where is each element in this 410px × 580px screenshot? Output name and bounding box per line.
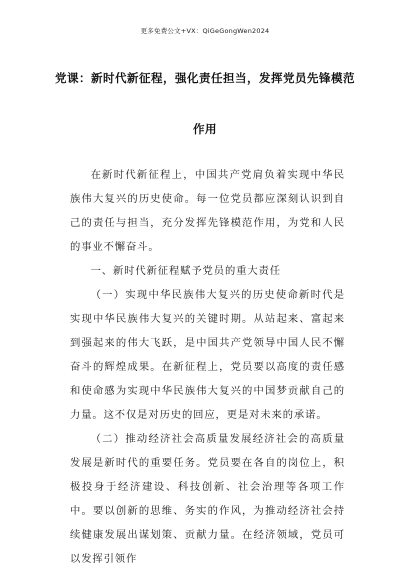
body-paragraph: （一）实现中华民族伟大复兴的历史使命新时代是实现中华民族伟大复兴的关键时期。从站起来、富起来到强起来的伟大飞跃，是中国共产党领导中国人民不懈奋斗的辉煌成果。在新征程上，党员要以高度的责任感和使命感为实现中华民族伟大复兴的中国梦贡献自己的力量。这不仅是对历史的回应，更是对未来的承诺。	[70, 289, 345, 421]
document-title: 党课：新时代新征程，强化责任担当，发挥党员先锋模范	[55, 71, 355, 85]
header-note: 更多免费公文+VX：QiGeGongWen2024	[140, 27, 270, 35]
body-paragraph: （二）推动经济社会高质量发展经济社会的高质量发展是新时代的重要任务。党员要在各自的岗位上，积极投身于经济建设、科技创新、社会治理等各项工作中。要以创新的思维、务实的作风，为推动经济社会持续健康发展出谋划策、贡献力量。在经济领域，党员可以发挥引领作	[70, 433, 345, 565]
section-heading: 一、新时代新征程赋予党员的重大责任	[90, 265, 281, 277]
intro-paragraph: 在新时代新征程上，中国共产党肩负着实现中华民族伟大复兴的历史使命。每一位党员都应深刻认识到自己的责任与担当，充分发挥先锋模范作用，为党和人民的事业不懈奋斗。	[70, 169, 345, 253]
document-body	[70, 163, 345, 571]
document-title-continued: 作用	[193, 122, 217, 136]
